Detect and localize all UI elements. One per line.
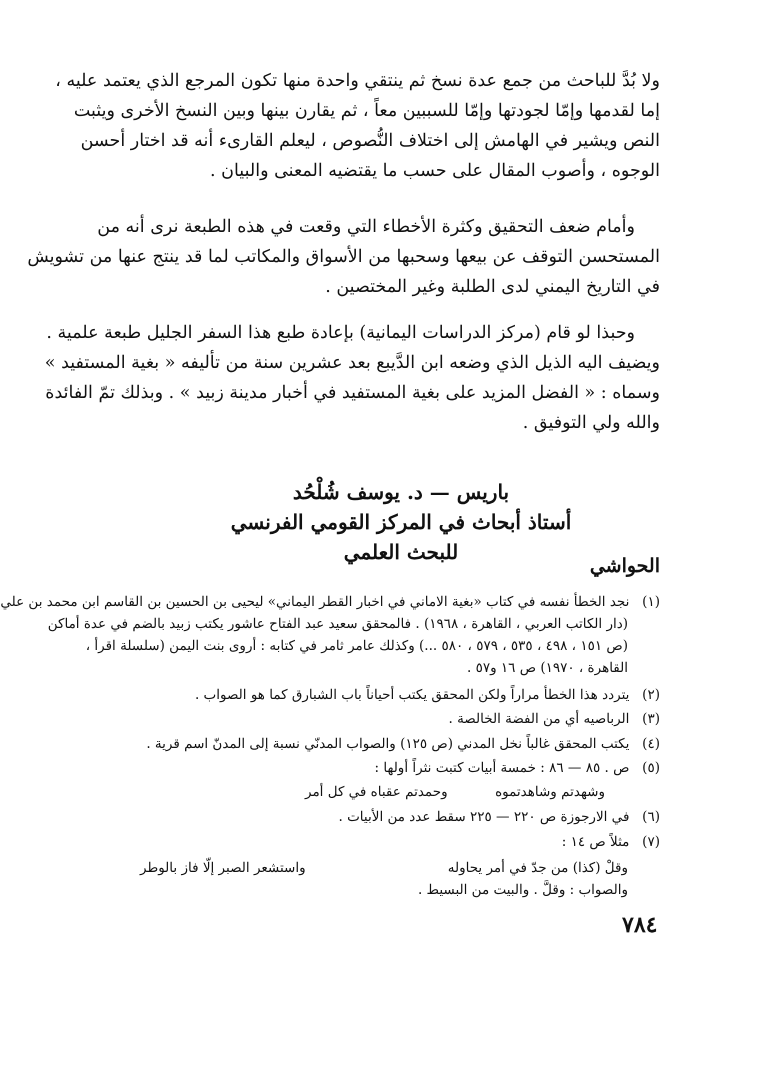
footnote-line: القاهرة ، ١٩٧٠) ص ١٦ و٥٧ .: [466, 660, 628, 676]
footnote-line: [140, 807, 660, 828]
footnote-number: (٢): [642, 687, 660, 703]
verse-hemistich-second: واستشعر الصبر إلّا فاز بالوطر: [140, 860, 306, 876]
footnote-line: [140, 734, 660, 755]
verse-row: [140, 858, 628, 879]
signature-title: أستاذ أبحاث في المركز القومي الفرنسي: [230, 510, 572, 534]
footnote-line: [140, 709, 660, 730]
body-line: وأمام ضعف التحقيق وكثرة الأخطاء التي وقعت في هذه الطبعة نرى أنه من: [97, 217, 635, 237]
footnote-line: [0, 592, 660, 613]
footnote-line: [140, 758, 660, 779]
page-number: ٧٨٤: [622, 912, 658, 938]
footnote-line: [140, 832, 660, 853]
body-line: إما لقدمها وإمّا لجودتها وإمّا للسببين معاً ، ثم يقارن بينها وبين النسخ الأخرى ويثبت: [73, 101, 660, 121]
body-line: ويضيف اليه الذيل الذي وضعه ابن الدَّيبع بعد عشرين سنة من تأليفه « بغية المستفيد »: [44, 353, 660, 373]
footnote-line: (ص ١٥١ ، ٤٩٨ ، ٥٣٥ ، ٥٧٩ ، ٥٨٠ ...) وكذلك عامر ثامر في كتابه : أروى بنت اليمن (سلسلة اقرأ ،: [85, 638, 628, 654]
verse-hemistich-first: وقلْ (كذا) من جدّ في أمر يحاوله: [447, 860, 628, 876]
body-line: في التاريخ اليمني لدى الطلبة وغير المختصين .: [325, 277, 660, 297]
footnote-number: (١): [642, 594, 660, 610]
footnote-text: ص . ٨٥ — ٨٦ : خمسة أبيات كتبت نثراً أولها :: [374, 760, 630, 776]
body-line: ولا بُدَّ للباحث من جمع عدة نسخ ثم ينتقي واحدة منها تكون المرجع الذي يعتمد عليه ،: [55, 71, 660, 91]
footnote-text: نجد الخطأ نفسه في كتاب «بغية الاماني في اخبار القطر اليماني» ليحيى بن الحسين بن القاسم ابن محمد بن علي: [0, 594, 630, 610]
footnote-text: يتردد هذا الخطأ مراراً ولكن المحقق يكتب أحياناً باب الشبارق كما هو الصواب .: [194, 687, 630, 703]
verse-row: [305, 782, 605, 803]
footnote-text: مثلاً ص ١٤ :: [561, 834, 630, 850]
notes-heading: الحواشي: [589, 555, 660, 577]
footnote-number: (٤): [642, 736, 660, 752]
body-line: المستحسن التوقف عن بيعها وسحبها من الأسواق والمكاتب لما قد ينتج عنها من تشويش: [27, 247, 660, 267]
signature-place-name: باريس — د. يوسف شُلْحُد: [292, 480, 510, 504]
body-line: الوجوه ، وأصوب المقال على حسب ما يقتضيه المعنى والبيان .: [210, 161, 660, 181]
footnote-text: في الارجوزة ص ٢٢٠ — ٢٢٥ سقط عدد من الأبيات .: [338, 809, 630, 825]
footnote-line: (دار الكاتب العربي ، القاهرة ، ١٩٦٨) . فالمحقق سعيد عبد الفتاح عاشور يكتب زبيد بالضم في عدة أماكن: [47, 616, 628, 632]
body-line: وحبذا لو قام (مركز الدراسات اليمانية) بإعادة طبع هذا السفر الجليل طبعة علمية .: [46, 323, 635, 343]
body-line: والله ولي التوفيق .: [522, 413, 660, 433]
body-line: وسماه : « الفضل المزيد على بغية المستفيد في أخبار مدينة زبيد » . وبذلك تمّ الفائدة: [45, 383, 660, 403]
footnote-line: والصواب : وقلَّ . والبيت من البسيط .: [417, 882, 628, 898]
footnote-text: يكتب المحقق غالباً نخل المدني (ص ١٢٥) والصواب المدنّي نسبة إلى المدنّ اسم قرية .: [146, 736, 630, 752]
verse-hemistich-first: وشهدتم وشاهدتموه: [495, 784, 605, 800]
footnote-number: (٥): [642, 760, 660, 776]
body-line: النص ويشير في الهامش إلى اختلاف النُّصوص ، ليعلم القارىء أنه قد اختار أحسن: [80, 131, 660, 151]
footnote-text: الرباصيه أي من الفضة الخالصة .: [448, 711, 630, 727]
signature-institution: للبحث العلمي: [343, 540, 459, 564]
verse-hemistich-second: وحمدتم عقباه في كل أمر: [305, 784, 448, 800]
footnote-number: (٧): [642, 834, 660, 850]
footnote-line: [140, 685, 660, 706]
footnote-number: (٦): [642, 809, 660, 825]
footnote-number: (٣): [642, 711, 660, 727]
